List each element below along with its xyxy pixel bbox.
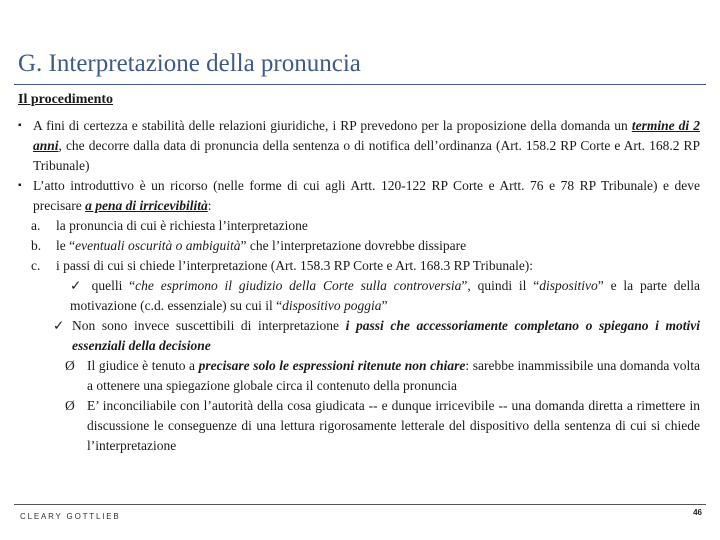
bullet-text: , che decorre dalla data di pronuncia della sentenza o di notifica dell’ordinanza (Art. 158.2 RP Corte e Art. 168.2 RP Tribunale) [33, 138, 700, 173]
check-text: quelli “ [84, 278, 136, 293]
arrow-bullet-icon: Ø [65, 398, 75, 413]
bullet-emphasis: termine di 2 anni [33, 118, 700, 153]
section-heading: Il procedimento [18, 92, 114, 107]
arrow-item-precisare [18, 356, 700, 396]
list-emphasis: eventuali oscurità o ambiguità [75, 238, 241, 253]
check-text: ” [381, 298, 388, 313]
bullet-text: A fini di certezza e stabilità delle relazioni giuridiche, i RP prevedono per la proposizione della domanda un [33, 118, 632, 133]
check-emphasis: dispositivo poggia [282, 298, 382, 313]
check-text: Non sono invece suscettibili di interpretazione [72, 318, 346, 333]
square-bullet-icon: ▪ [18, 120, 22, 131]
list-letter: c. [31, 258, 41, 273]
square-bullet-icon: ▪ [18, 180, 22, 191]
checkmark-icon: ✓ [53, 318, 65, 333]
list-item-c [18, 256, 700, 276]
list-letter: b. [31, 238, 42, 253]
list-text: le “ [56, 238, 76, 253]
list-text: i passi di cui si chiede l’interpretazione (Art. 158.3 RP Corte e Art. 168.3 RP Tribunale): [56, 258, 534, 273]
check-text: ”, quindi il “ [461, 278, 540, 293]
arrow-emphasis: precisare solo le espressioni ritenute non chiare [198, 358, 466, 373]
bullet-atto-introduttivo [18, 176, 700, 216]
brand-logo: CLEARY GOTTLIEB [20, 512, 121, 521]
check-emphasis: che esprimono il giudizio della Corte sulla controversia [135, 278, 462, 293]
arrow-text: Il giudice è tenuto a [87, 358, 199, 373]
arrow-text: : sarebbe inammissibile una domanda volta a ottenere una spiegazione globale circa il contenuto della pronuncia [87, 358, 700, 393]
checkmark-icon: ✓ [70, 278, 85, 293]
check-emphasis: dispositivo [539, 278, 598, 293]
arrow-text: E’ inconciliabile con l’autorità della cosa giudicata -- e dunque irricevibile -- una domanda diretta a rimettere in discussione le conseguenze di una lettura rigorosamente letterale del dispositivo della sentenza di cui si chiede l’interpretazione [87, 398, 700, 453]
check-text: ” e la parte della motivazione (c.d. essenziale) su cui il “ [70, 278, 700, 313]
page-title: G. Interpretazione della pronuncia [18, 50, 361, 77]
list-text: la pronuncia di cui è richiesta l’interpretazione [56, 218, 308, 233]
list-letter: a. [31, 218, 41, 233]
bullet-emphasis: a pena di irricevibilità [85, 198, 208, 213]
list-text: ” che l’interpretazione dovrebbe dissipare [240, 238, 467, 253]
page-number: 46 [693, 508, 702, 517]
check-item-non-suscettibili [18, 316, 700, 356]
list-item-a [18, 216, 700, 236]
bullet-termine [18, 116, 700, 176]
check-emphasis: i passi che accessoriamente completano o spiegano i motivi essenziali della decisione [72, 318, 700, 353]
footer-divider [14, 504, 706, 505]
slide-body [18, 116, 700, 456]
check-item-dispositivo [60, 276, 700, 316]
bullet-text: : [207, 198, 212, 213]
arrow-bullet-icon: Ø [65, 358, 75, 373]
title-divider [14, 84, 706, 85]
arrow-item-inconciliabile [18, 396, 700, 456]
list-item-b [18, 236, 700, 256]
bullet-text: L’atto introduttivo è un ricorso (nelle forme di cui agli Artt. 120-122 RP Corte e Artt. 76 e 78 RP Tribunale) e deve precisare [33, 178, 700, 213]
